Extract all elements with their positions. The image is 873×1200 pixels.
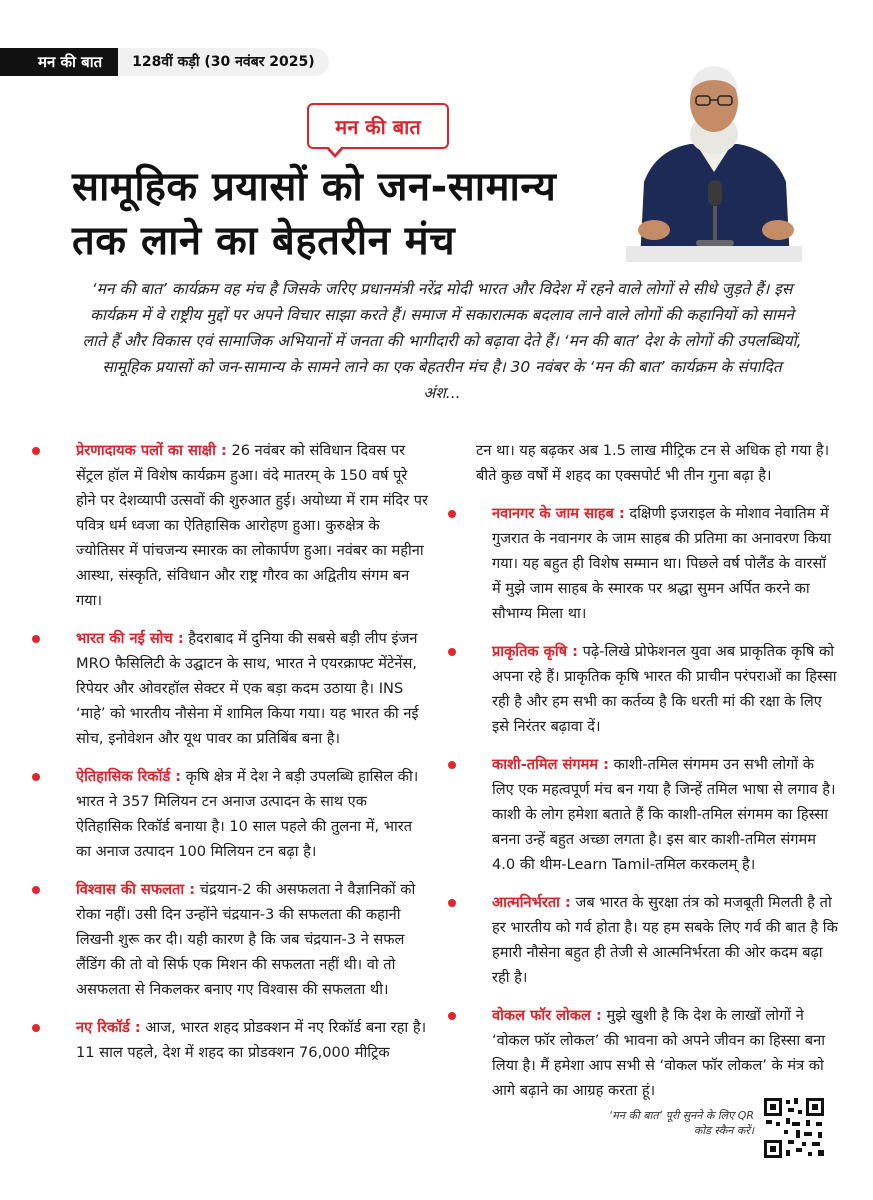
item-body: कृषि क्षेत्र में देश ने बड़ी उपलब्धि हासिल की। भारत ने 357 मिलियन टन अनाज उत्पादन के साथ एक ऐतिहासिक रिकॉर्ड बनाया है। 10 साल पहले की तुलना में, भारत का अनाज उत्पादन 100 मिलियन टन बढ़ा है।	[76, 768, 419, 860]
item-body: दक्षिणी इजराइल के मोशाव नेवातिम में गुजरात के नवानगर के जाम साहब की प्रतिमा का अनावरण किया गया। यह बहुत ही विशेष सम्मान था। पिछले वर्ष पोलैंड के वारसॉ में मुझे जाम साहब के स्मारक पर श्रद्धा सुमन अर्पित करने का सौभाग्य मिला था।	[492, 505, 832, 622]
series-label: मन की बात	[0, 48, 118, 76]
item-body: आज, भारत शहद प्रोडक्शन में नए रिकॉर्ड बना रहा है। 11 साल पहले, देश में शहद का प्रोडक्शन 76,000 मीट्रिक	[76, 1019, 427, 1061]
item-heading: आत्मनिर्भरता :	[492, 894, 571, 911]
bullet-dot	[32, 447, 40, 455]
item-heading: प्रेरणादायक पलों का साक्षी :	[76, 442, 227, 459]
item-body: पढ़े-लिखे प्रोफेशनल युवा अब प्राकृतिक कृषि को अपना रहे हैं। प्राकृतिक कृषि भारत की प्राचीन परंपराओं का हिस्सा रही है और हम सभी का कर्तव्य है कि धरती मां की रक्षा के लिए इसे निरंतर बढ़ावा दें।	[492, 643, 837, 735]
list-item	[32, 877, 428, 1002]
bullet-dot	[448, 510, 456, 518]
list-item	[448, 890, 838, 990]
list-item	[32, 1015, 428, 1065]
list-item	[448, 639, 838, 739]
top-bar	[0, 48, 329, 76]
list-item	[448, 752, 838, 877]
speech-bubble-logo: मन की बात	[307, 103, 449, 149]
item-heading: प्राकृतिक कृषि :	[492, 643, 579, 660]
item-body: 26 नवंबर को संविधान दिवस पर सेंट्रल हॉल में विशेष कार्यक्रम हुआ। वंदे मातरम् के 150 वर्ष पूरे होने पर देशव्यापी उत्सवों की शुरुआत हुई। अयोध्या में राम मंदिर पर पवित्र धर्म ध्वजा का ऐतिहासिक आरोहण हुआ। कुरुक्षेत्र के ज्योतिसर में पांचजन्य स्मारक का लोकार्पण हुआ। नवंबर का महीना आस्था, संस्कृति, संविधान और राष्ट्र गौरव का अद्वितीय संगम बन गया।	[76, 442, 428, 609]
qr-code-icon[interactable]	[762, 1096, 826, 1160]
item-heading: भारत की नई सोच :	[76, 630, 184, 647]
bullet-dot	[32, 886, 40, 894]
bullet-dot	[32, 773, 40, 781]
bullet-dot	[32, 635, 40, 643]
list-item	[448, 501, 838, 626]
title-line-2: तक लाने का बेहतरीन मंच	[72, 218, 456, 264]
item-body: काशी-तमिल संगमम उन सभी लोगों के लिए एक महत्वपूर्ण मंच बन गया है जिन्हें तमिल भाषा से लगाव है। काशी के लोग हमेशा बताते हैं कि काशी-तमिल संगमम का हिस्सा बनना उन्हें बहुत अच्छा लगता है। इस बार काशी-तमिल संगमम 4.0 की थीम-Learn Tamil-तमिल करकलम् है।	[492, 756, 836, 873]
left-column	[32, 438, 428, 1078]
item-body: हैदराबाद में दुनिया की सबसे बड़ी लीप इंजन MRO फैसिलिटी के उद्घाटन के साथ, भारत ने एयरक्राफ्ट मेंटेनेंस, रिपेयर और ओवरहॉल सेक्टर में एक बड़ा कदम उठाया है। INS ‘माहे’ को भारतीय नौसेना में शामिल किया गया। यह भारत की नई सोच, इनोवेशन और यूथ पावर का प्रतिबिंब बना है।	[76, 630, 419, 747]
bullet-dot	[448, 761, 456, 769]
item-heading: विश्वास की सफलता :	[76, 881, 196, 898]
list-item	[448, 1003, 838, 1103]
item-body: जब भारत के सुरक्षा तंत्र को मजबूती मिलती है तो हर भारतीय को गर्व होता है। यह हम सबके लिए गर्व की बात है कि हमारी नौसेना बहुत ही तेजी से आत्मनिर्भरता की ओर कदम बढ़ा रही है।	[492, 894, 838, 986]
episode-label: 128वीं कड़ी (30 नवंबर 2025)	[118, 48, 329, 76]
qr-caption: ‘मन की बात’ पूरी सुनने के लिए QR कोड स्कैन करें।	[608, 1109, 754, 1137]
item-heading: ऐतिहासिक रिकॉर्ड :	[76, 768, 182, 785]
bullet-dot	[32, 1024, 40, 1032]
page-title	[72, 160, 612, 268]
item-heading: नवानगर के जाम साहब :	[492, 505, 625, 522]
speaker-portrait	[626, 52, 802, 262]
right-column	[448, 438, 838, 1116]
item-heading: काशी-तमिल संगमम :	[492, 756, 610, 773]
list-item	[32, 438, 428, 613]
bullet-dot	[448, 1012, 456, 1020]
item-body: चंद्रयान-2 की असफलता ने वैज्ञानिकों को रोका नहीं। उसी दिन उन्होंने चंद्रयान-3 की सफलता की कहानी लिखनी शुरू कर दी। यही कारण है कि जब चंद्रयान-3 ने सफल लैंडिंग की तो वो सिर्फ एक मिशन की सफलता नहीं थी। वो तो असफलता से निकलकर बनाए गए विश्वास की सफलता थी।	[76, 881, 416, 998]
bullet-dot	[448, 899, 456, 907]
list-item	[32, 626, 428, 751]
list-item-continuation: टन था। यह बढ़कर अब 1.5 लाख मीट्रिक टन से अधिक हो गया है। बीते कुछ वर्षों में शहद का एक्सपोर्ट भी तीन गुना बढ़ा है।	[476, 442, 830, 484]
title-line-1: सामूहिक प्रयासों को जन-सामान्य	[72, 164, 557, 210]
bullet-dot	[448, 648, 456, 656]
intro-paragraph: ‘मन की बात’ कार्यक्रम वह मंच है जिसके जरिए प्रधानमंत्री नरेंद्र मोदी भारत और विदेश में रहने वाले लोगों से सीधे जुड़ते हैं। इस कार्यक्रम में वे राष्ट्रीय मुद्दों पर अपने विचार साझा करते हैं। समाज में सकारात्मक बदलाव लाने वाले लोगों की कहानियों को सामने लाते हैं और विकास एवं सामाजिक अभियानों में जनता की भागीदारी को बढ़ावा देते हैं। ‘मन की बात’ देश के लोगों की उपलब्धियों, सामूहिक प्रयासों को जन-सामान्य के सामने लाने का एक बेहतरीन मंच है। 30 नवंबर के ‘मन की बात’ कार्यक्रम के संपादित अंश...	[82, 280, 802, 402]
item-body: मुझे खुशी है कि देश के लाखों लोगों ने ‘वोकल फॉर लोकल’ की भावना को अपने जीवन का हिस्सा बना लिया है। मैं हमेशा आप सभी से ‘वोकल फॉर लोकल’ के मंत्र को आगे बढ़ाने का आग्रह करता हूं।	[492, 1007, 826, 1099]
item-heading: वोकल फॉर लोकल :	[492, 1007, 602, 1024]
list-item	[32, 764, 428, 864]
item-heading: नए रिकॉर्ड :	[76, 1019, 141, 1036]
